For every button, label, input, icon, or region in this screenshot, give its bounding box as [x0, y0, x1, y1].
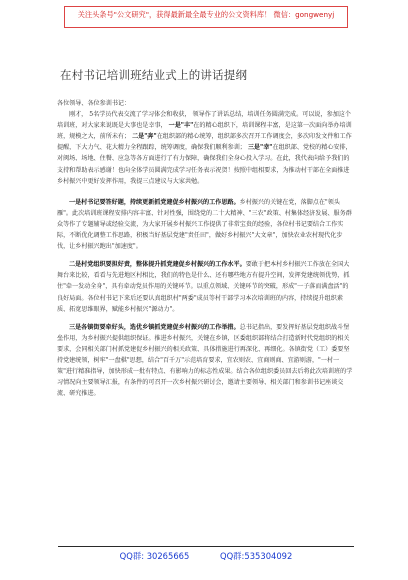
- page-title: 在村书记培训班结业式上的讲话提纲: [60, 68, 248, 82]
- point-heading-1: 一是"丰": [168, 122, 194, 130]
- section-2: [57, 259, 353, 314]
- point-heading-2: 二是"奔": [132, 133, 157, 141]
- footer: [58, 546, 354, 561]
- section-1: [57, 197, 353, 252]
- intro-paragraph: 刚才， 5名学员代表交流了学习体会和收获， 领导作了讲话总结，培训任务圆满完成。可以说，参加这个培训班，对大家来说既是大事也是幸事， 一是"丰"在的精心组织下，培训课程丰富，是这第一次面向举办培训班，规模之大，前所未有； 二是"奔"在组织部的精心统筹，组织部多次召开工作调度会，多次印发文件和工作提醒，下大力气、花大精力全程跟踪，统筹调度，确保我们顺利参训； 三是"幸"在组织部、党校的精心安排，对阀场、场地、住餐、应急等各方面进行了有力保障，确保我们全身心投入学习。在此，我代表向给予我们的支持和帮助表示感谢！也向全体学员圆满完成学习任务表示祝贺！按照中组相要求，为推动村干部在全面推进乡村振兴中更好发挥作用，我提三点建议与大家共勉。: [57, 111, 352, 185]
- document-body: [57, 98, 353, 399]
- footer-qq-group-1: QQ群: 30265665: [119, 551, 190, 561]
- promo-banner-text: 关注头条号"公文研究"，获得最新最全最专业的公文资料库！ 微信：gongwenyj: [77, 10, 335, 19]
- section-3: [57, 322, 353, 400]
- section-3-heading: 三是各镇街要牵好头，选优乡镇抓党建促乡村振兴的工作举措。: [69, 323, 240, 331]
- salutation: 各位领导、各位参训书记：: [57, 100, 131, 107]
- section-1-heading: 一是村书记要答好题，持续更新抓党建促乡村振兴的工作思路。: [69, 198, 240, 206]
- footer-qq-group-2: QQ群:535304092: [220, 551, 293, 561]
- section-2-body: 要敢于把本村乡村振兴工作放在全国大舞台来比较，看看与先进地区村相比，我们的特色是什么、还有哪些地方有提升空间，发挥党建统领优势，抓住"牵一发动全身"，具有牵动党员作用的关键环节。以重点领域、关键环节的突破，形成"一子落而满盘活"的良好局面。各位村书记下来后还要认真组织村"两委"成员等村干部学习本次培训班的内容，持续提升组织素质、拓宽思维眼界，赋能乡村振兴"源动力"。: [57, 261, 350, 313]
- section-1-body: 乡村振兴的关键在党，落脚点在"领头雁"。此次培训班课程安排内容丰富、针对性强，围绕党的二十大精神、"三农"政策、村集体经济发展、服务群众等作了专题辅导或经验交流，为大家开展乡村振兴工作提供了非常宝贵的经验，各位村书记要结合工作实际，不断优化调整工作思路，积极当好基层党建"责任田"，做好乡村振兴"大文章"，加快农业农村现代化步伐，让乡村振兴跑出"加速度"。: [57, 198, 352, 251]
- point-heading-3: 三是"幸": [247, 144, 273, 152]
- promo-banner: [64, 6, 348, 28]
- footer-text: [58, 550, 354, 562]
- section-3-body: 总书记指出，要发挥好基层党组织战斗堡垒作用，为乡村振兴提供组织保证。推进乡村振兴，关键在乡镇，区委组织部将结合打造新时代党组织的相关要求，会同相关部门村抓党建促乡村振兴的相关政策、具体措施进行再深化、再细化。各镇街党（工）委要坚持党建统领，树牢"一盘棋"思想，结合"百千万"示范培育要求，宜农则农、宜商则商、宜游则游，"一村一策"进行精准指导，加快形成一批有特点、有影响力的标志性成果。结合各位组织委员回去后将此次培训班的学习情况向主要领导汇报，有条件的可召开一次乡村振兴研讨会，邀请主要领导、相关部门和参训书记座谈交流、研究推进。: [57, 323, 353, 398]
- section-2-heading: 二是村党组织要担好责，整体提升抓党建促乡村振兴的工作水平。: [69, 261, 246, 269]
